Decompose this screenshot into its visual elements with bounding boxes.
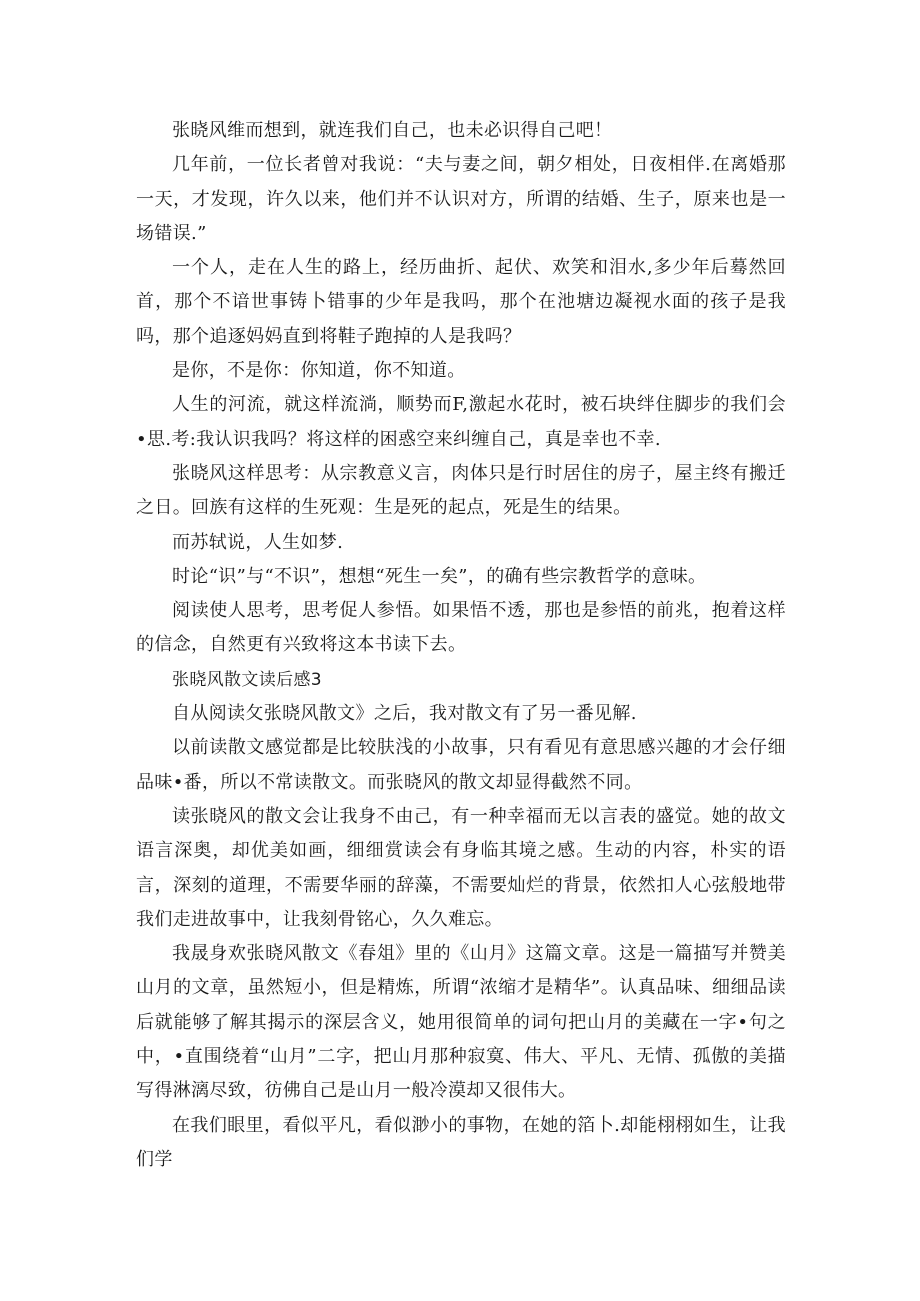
paragraph-2: 几年前，一位长者曾对我说：“夫与妻之间，朝夕相处，日夜相伴.在离婚那一天，才发现，许久以来，他们并不认识对方，所谓的结婚、生子，原来也是一场错误.”: [136, 154, 786, 244]
document-page: [136, 114, 786, 1177]
paragraph-15: 在我们眼里，看似平凡，看似渺小的事物，在她的箔卜.却能栩栩如生，让我们学: [136, 1114, 786, 1170]
paragraph-11: 自从阅读攵张晓风散文》之后，我对散文有了另一番见解.: [172, 703, 637, 725]
paragraph-4: 是你，不是你：你知道，你不知道。: [172, 360, 466, 382]
paragraph-3: 一个人，走在人生的路上，经历曲折、起伏、欢笑和泪水,多少年后蓦然回首，那个不谙世事铸卜错事的少年是我吗，那个在池塘边凝视水面的孩子是我吗，那个追逐妈妈直到将鞋子跑掉的人是我吗？: [136, 257, 786, 347]
section-heading: 张晓风散文读后感3: [172, 669, 322, 690]
paragraph-14: 我晟身欢张晓风散文《春俎》里的《山月》这篇文章。这是一篇描写并赞美山月的文章，虽然短小，但是精炼，所谓“浓缩才是精华”。认真品味、细细品读后就能够了解其揭示的深层含义，她用很简单的词句把山月的美藏在一字•句之中，•直围绕着“山月”二字，把山月那种寂寞、伟大、平凡、无情、孤傲的美描写得淋漓尽致，彷佛自己是山月一般冷漠却又很伟大。: [136, 943, 786, 1102]
paragraph-9: 阅读使人思考，思考促人参悟。如果悟不透，那也是参悟的前兆，抱着这样的信念，自然更有兴致将这本书读下去。: [136, 600, 786, 656]
paragraph-7: 而苏轼说，人生如梦.: [172, 531, 344, 553]
paragraph-6: 张晓风这样思考：从宗教意义言，肉体只是行时居住的房子，屋主终有搬迁之日。回族有这样的生死观：生是死的起点，死是生的结果。: [136, 462, 786, 519]
paragraph-8: 时论“识”与“不识”，想想“死生一矣”，的确有些宗教哲学的意味。: [172, 565, 707, 587]
paragraph-1: 张晓风维而想到，就连我们自己，也未必识得自己吧！: [172, 120, 613, 141]
paragraph-12: 以前读散文感觉都是比较肤浅的小故事，只有看见有意思感兴趣的才会仔细品味•番，所以不常读散文。而张晓风的散文却显得截然不同。: [136, 737, 786, 793]
paragraph-5: 人生的河流，就这样流淌，顺势而F,激起水花时，被石块绊住脚步的我们会•思.考:我认识我吗？将这样的困惑空来纠缠自己，真是幸也不幸.: [136, 394, 786, 450]
paragraph-13: 读张晓风的散文会让我身不由己，有一种幸福而无以言表的盛觉。她的故文语言深奥，却优美如画，细细赏读会有身临其境之感。生动的内容，朴实的语言，深刻的道理，不需要华丽的辞藻，不需要灿烂的背景，依然扣人心弦般地带我们走进故事中，让我刻骨铭心，久久难忘。: [136, 805, 786, 930]
